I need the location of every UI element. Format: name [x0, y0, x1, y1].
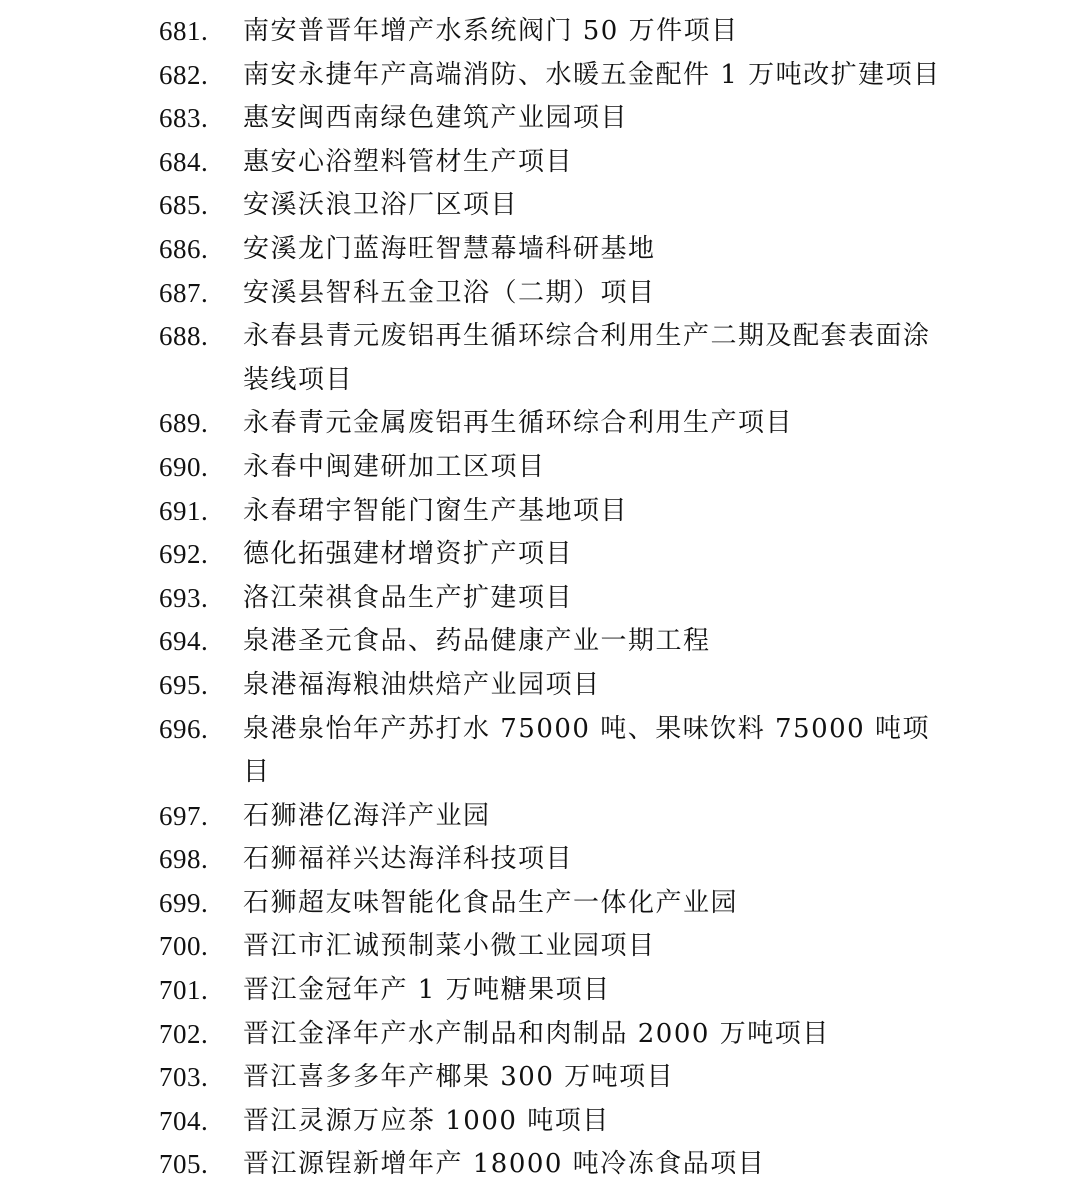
item-number: 700. — [159, 931, 209, 962]
list-item — [0, 533, 1080, 577]
list-item — [0, 620, 1080, 664]
item-text: 洛江荣祺食品生产扩建项目 — [243, 582, 574, 613]
list-item — [0, 184, 1080, 228]
item-text: 晋江喜多多年产椰果 300 万吨项目 — [243, 1062, 675, 1093]
item-number: 695. — [159, 669, 209, 700]
item-text: 晋江金冠年产 1 万吨糖果项目 — [243, 975, 611, 1006]
list-item — [0, 490, 1080, 534]
item-number: 690. — [159, 451, 209, 482]
item-number: 684. — [159, 146, 209, 177]
item-number: 697. — [159, 800, 209, 831]
item-number: 696. — [159, 713, 209, 744]
list-item — [0, 925, 1080, 969]
list-item — [0, 577, 1080, 621]
item-number: 698. — [159, 844, 209, 875]
item-text: 泉港泉怡年产苏打水 75000 吨、果味饮料 75000 吨项目 — [243, 713, 930, 788]
item-number: 681. — [159, 16, 209, 46]
list-item — [0, 1013, 1080, 1057]
list-item — [0, 228, 1080, 272]
item-number: 692. — [159, 539, 209, 570]
item-number: 689. — [159, 408, 209, 439]
item-text: 晋江金泽年产水产制品和肉制品 2000 万吨项目 — [243, 1018, 830, 1049]
item-number: 688. — [159, 321, 209, 352]
list-item — [0, 10, 1080, 54]
list-item — [0, 272, 1080, 316]
item-text: 安溪沃浪卫浴厂区项目 — [243, 190, 519, 221]
item-number: 691. — [159, 495, 209, 526]
list-item — [0, 54, 1080, 98]
list-item — [0, 315, 1080, 402]
item-number: 705. — [159, 1149, 209, 1180]
item-text: 惠安闽西南绿色建筑产业园项目 — [243, 103, 629, 134]
item-text: 永春珺宇智能门窗生产基地项目 — [243, 495, 629, 526]
item-text: 永春县青元废铝再生循环综合利用生产二期及配套表面涂装线项目 — [243, 321, 931, 395]
list-item — [0, 838, 1080, 882]
item-number: 694. — [159, 626, 209, 657]
item-number: 685. — [159, 190, 209, 221]
item-text: 泉港福海粮油烘焙产业园项目 — [243, 669, 601, 700]
item-number: 693. — [159, 582, 209, 613]
item-number: 703. — [159, 1062, 209, 1093]
item-number: 687. — [159, 277, 209, 308]
list-item — [0, 664, 1080, 708]
list-item — [0, 1056, 1080, 1100]
item-text: 石狮港亿海洋产业园 — [243, 800, 491, 831]
item-text: 石狮福祥兴达海洋科技项目 — [243, 844, 574, 875]
item-text: 惠安心浴塑料管材生产项目 — [243, 146, 574, 177]
item-text: 南安普晋年增产水系统阀门 50 万件项目 — [243, 16, 739, 46]
item-text: 永春中闽建研加工区项目 — [243, 451, 546, 482]
item-text: 晋江市汇诚预制菜小微工业园项目 — [243, 931, 656, 962]
list-item — [0, 1143, 1080, 1187]
item-number: 686. — [159, 233, 209, 264]
item-text: 德化拓强建材增资扩产项目 — [243, 539, 574, 570]
list-item — [0, 97, 1080, 141]
item-text: 晋江灵源万应茶 1000 吨项目 — [243, 1105, 610, 1136]
item-text: 石狮超友味智能化食品生产一体化产业园 — [243, 887, 739, 918]
list-item — [0, 969, 1080, 1013]
list-item — [0, 141, 1080, 185]
list-item — [0, 708, 1080, 795]
item-text: 安溪县智科五金卫浴（二期）项目 — [243, 277, 656, 308]
item-text: 永春青元金属废铝再生循环综合利用生产项目 — [243, 408, 794, 439]
item-text: 泉港圣元食品、药品健康产业一期工程 — [243, 626, 711, 657]
item-number: 701. — [159, 975, 209, 1006]
item-text: 晋江源锃新增年产 18000 吨冷冻食品项目 — [243, 1149, 766, 1180]
item-text: 安溪龙门蓝海旺智慧幕墙科研基地 — [243, 233, 656, 264]
item-number: 699. — [159, 887, 209, 918]
item-text: 南安永捷年产高端消防、水暖五金配件 1 万吨改扩建项目 — [243, 59, 941, 90]
list-item — [0, 1100, 1080, 1144]
project-list — [0, 10, 1080, 1187]
item-number: 702. — [159, 1018, 209, 1049]
list-item — [0, 795, 1080, 839]
list-item — [0, 446, 1080, 490]
item-number: 704. — [159, 1105, 209, 1136]
list-item — [0, 402, 1080, 446]
item-number: 682. — [159, 59, 209, 90]
item-number: 683. — [159, 103, 209, 134]
list-item — [0, 882, 1080, 926]
